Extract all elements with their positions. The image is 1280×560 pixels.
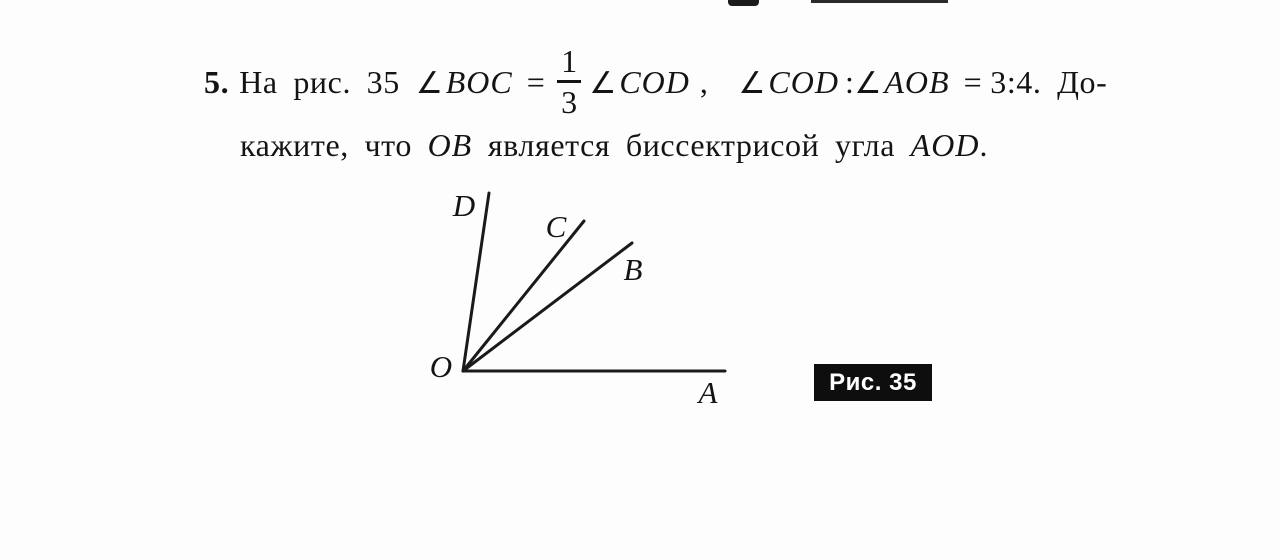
ray-label-d: D	[452, 188, 476, 223]
fraction-denominator: 3	[561, 84, 578, 121]
comma-separator: ,	[699, 64, 709, 100]
math-angle-cod1	[589, 64, 689, 100]
angle-cod2-letters: COD	[768, 64, 839, 100]
ratio-colon: :	[844, 64, 855, 100]
angle-aod: AOD	[910, 127, 980, 163]
math-angle-boc	[416, 64, 513, 100]
figure-caption-plate	[814, 364, 932, 401]
ray-label-c: C	[545, 209, 567, 244]
vertex-label-o: O	[429, 349, 453, 384]
math-angle-aob	[854, 64, 949, 100]
rays-figure	[400, 180, 750, 415]
fraction-bar	[557, 80, 581, 83]
scan-artifact-line	[811, 0, 948, 3]
scan-artifact-blob	[728, 0, 759, 6]
fraction-one-third	[557, 44, 581, 119]
ray-label-a: A	[698, 375, 718, 410]
angle-aob-letters: AOB	[884, 64, 950, 100]
problem-text-line1	[204, 43, 1108, 121]
math-angle-cod2	[738, 64, 838, 100]
problem-number: 5.	[204, 64, 230, 100]
ratio-value: 3:4.	[990, 64, 1042, 100]
equals-sign-2: =	[963, 64, 983, 100]
final-period: .	[979, 127, 989, 163]
hyphenated-word-start: До-	[1057, 64, 1108, 100]
equals-sign: =	[526, 64, 546, 100]
angle-cod-letters: COD	[619, 64, 690, 100]
problem-intro-text: На рис. 35	[239, 64, 400, 100]
line2-start-text: кажите, что	[240, 127, 412, 163]
figure-caption-text: Рис. 35	[829, 368, 917, 396]
ray-ob	[463, 243, 632, 371]
fraction-numerator: 1	[561, 43, 578, 80]
angle-symbol: ∠	[589, 66, 618, 101]
problem-text-line2	[240, 129, 988, 161]
ray-label-b: B	[623, 252, 643, 287]
angle-symbol: ∠	[854, 66, 883, 101]
angle-symbol: ∠	[738, 66, 767, 101]
angle-boc-letters: BOC	[445, 64, 513, 100]
angle-symbol: ∠	[415, 66, 444, 101]
segment-ob: OB	[427, 127, 473, 163]
line2-middle-text: является биссектрисой угла	[487, 127, 896, 163]
